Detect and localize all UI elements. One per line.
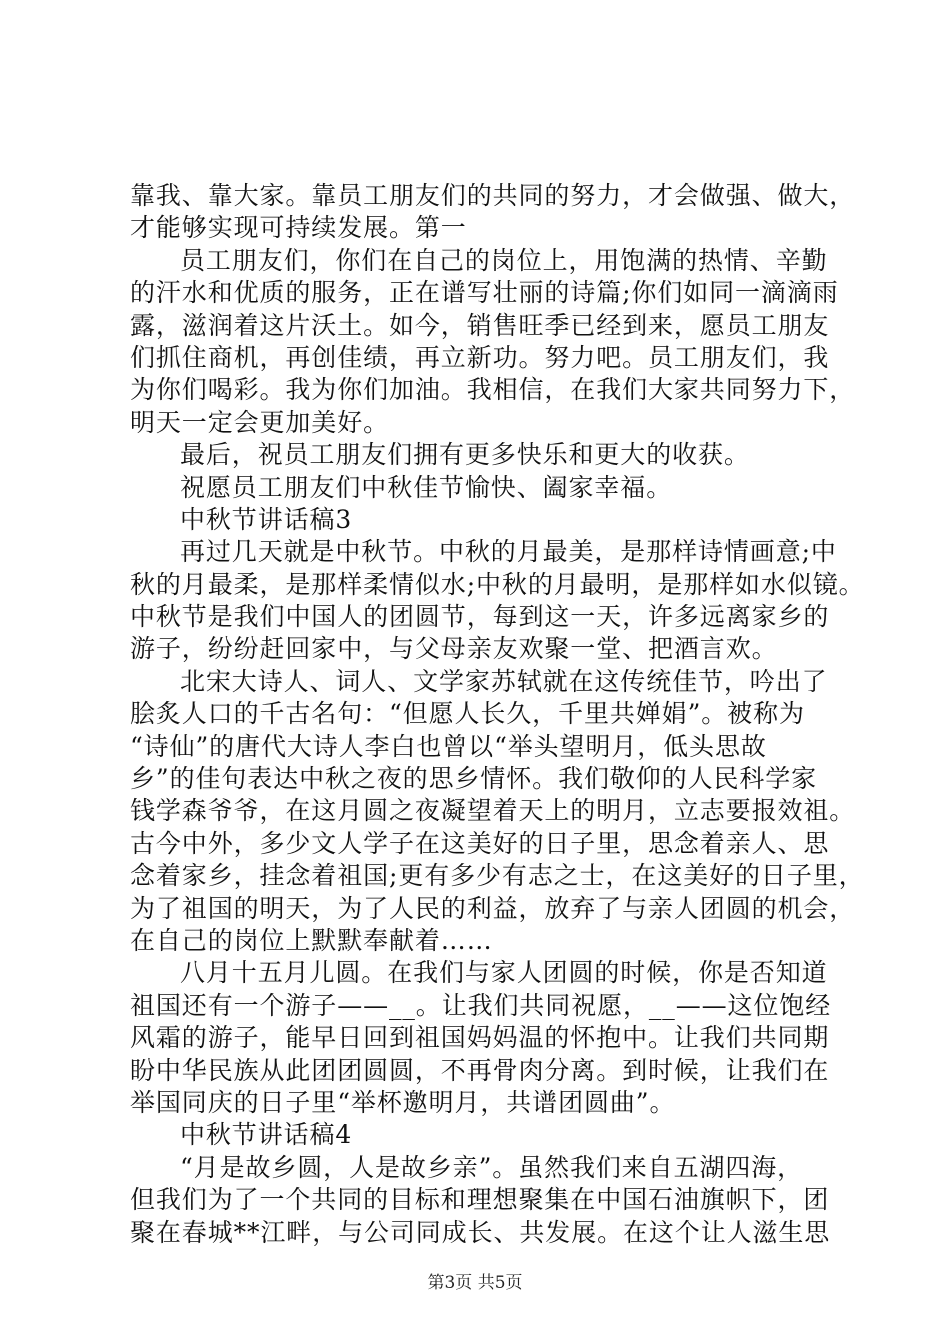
text-line: 风霜的游子，能早日回到祖国妈妈温的怀抱中。让我们共同期 — [130, 1023, 830, 1053]
text-line: 但我们为了一个共同的目标和理想聚集在中国石油旗帜下，团 — [130, 1185, 830, 1215]
page-footer: 第3页 共5页 — [427, 1273, 523, 1293]
text-line: 才能够实现可持续发展。第一 — [130, 213, 467, 243]
text-line: 们抓住商机，再创佳绩，再立新功。努力吧。员工朋友们，我 — [130, 342, 830, 372]
text-line: 最后，祝员工朋友们拥有更多快乐和更大的收获。 — [180, 440, 750, 470]
text-line: 中秋节讲话稿3 — [180, 504, 353, 534]
text-line: 中秋节讲话稿4 — [180, 1120, 353, 1150]
text-line: 北宋大诗人、词人、文学家苏轼就在这传统佳节，吟出了 — [180, 666, 828, 696]
text-line: 脍炙人口的千古名句：“但愿人长久，千里共婵娟”。被称为 — [130, 699, 805, 729]
text-line: 举国同庆的日子里“举杯邀明月，共谱团圆曲”。 — [130, 1087, 676, 1117]
text-line: 秋的月最柔，是那样柔情似水;中秋的月最明，是那样如水似镜。 — [130, 569, 865, 599]
text-line: 八月十五月儿圆。在我们与家人团圆的时候，你是否知道 — [180, 958, 828, 988]
text-line: 中秋节是我们中国人的团圆节，每到这一天，许多远离家乡的 — [130, 602, 830, 632]
text-line: 的汗水和优质的服务，正在谱写壮丽的诗篇;你们如同一滴滴雨 — [130, 278, 839, 308]
text-line: 祖国还有一个游子——__。让我们共同祝愿，__——这位饱经 — [130, 990, 832, 1020]
text-line: 钱学森爷爷，在这月圆之夜凝望着天上的明月，立志要报效祖。 — [130, 796, 856, 826]
text-line: 游子，纷纷赶回家中，与父母亲友欢聚一堂、把酒言欢。 — [130, 634, 778, 664]
text-line: 为了祖国的明天，为了人民的利益，放弃了与亲人团圆的机会， — [130, 893, 856, 923]
text-line: “诗仙”的唐代大诗人李白也曾以“举头望明月，低头思故 — [130, 731, 767, 761]
text-line: 在自己的岗位上默默奉献着…… — [130, 925, 493, 955]
text-line: 明天一定会更加美好。 — [130, 407, 390, 437]
text-line: 聚在春城**江畔，与公司同成长、共发展。在这个让人滋生思 — [130, 1217, 831, 1247]
text-line: 古今中外，多少文人学子在这美好的日子里，思念着亲人、思 — [130, 828, 830, 858]
text-line: 再过几天就是中秋节。中秋的月最美，是那样诗情画意;中 — [180, 537, 837, 567]
text-line: 员工朋友们，你们在自己的岗位上，用饱满的热情、辛勤 — [180, 245, 828, 275]
text-line: “月是故乡圆，人是故乡亲”。虽然我们来自五湖四海， — [180, 1152, 804, 1182]
document-body — [130, 180, 865, 1249]
text-line: 盼中华民族从此团团圆圆，不再骨肉分离。到时候，让我们在 — [130, 1055, 830, 1085]
text-line: 念着家乡，挂念着祖国;更有多少有志之士，在这美好的日子里， — [130, 861, 865, 891]
text-line: 祝愿员工朋友们中秋佳节愉快、阖家幸福。 — [180, 472, 673, 502]
text-line: 为你们喝彩。我为你们加油。我相信，在我们大家共同努力下， — [130, 375, 856, 405]
text-line: 乡”的佳句表达中秋之夜的思乡情怀。我们敬仰的人民科学家 — [130, 764, 818, 794]
text-line: 靠我、靠大家。靠员工朋友们的共同的努力，才会做强、做大， — [130, 181, 856, 210]
text-line: 露，滋润着这片沃土。如今，销售旺季已经到来，愿员工朋友 — [130, 310, 830, 340]
